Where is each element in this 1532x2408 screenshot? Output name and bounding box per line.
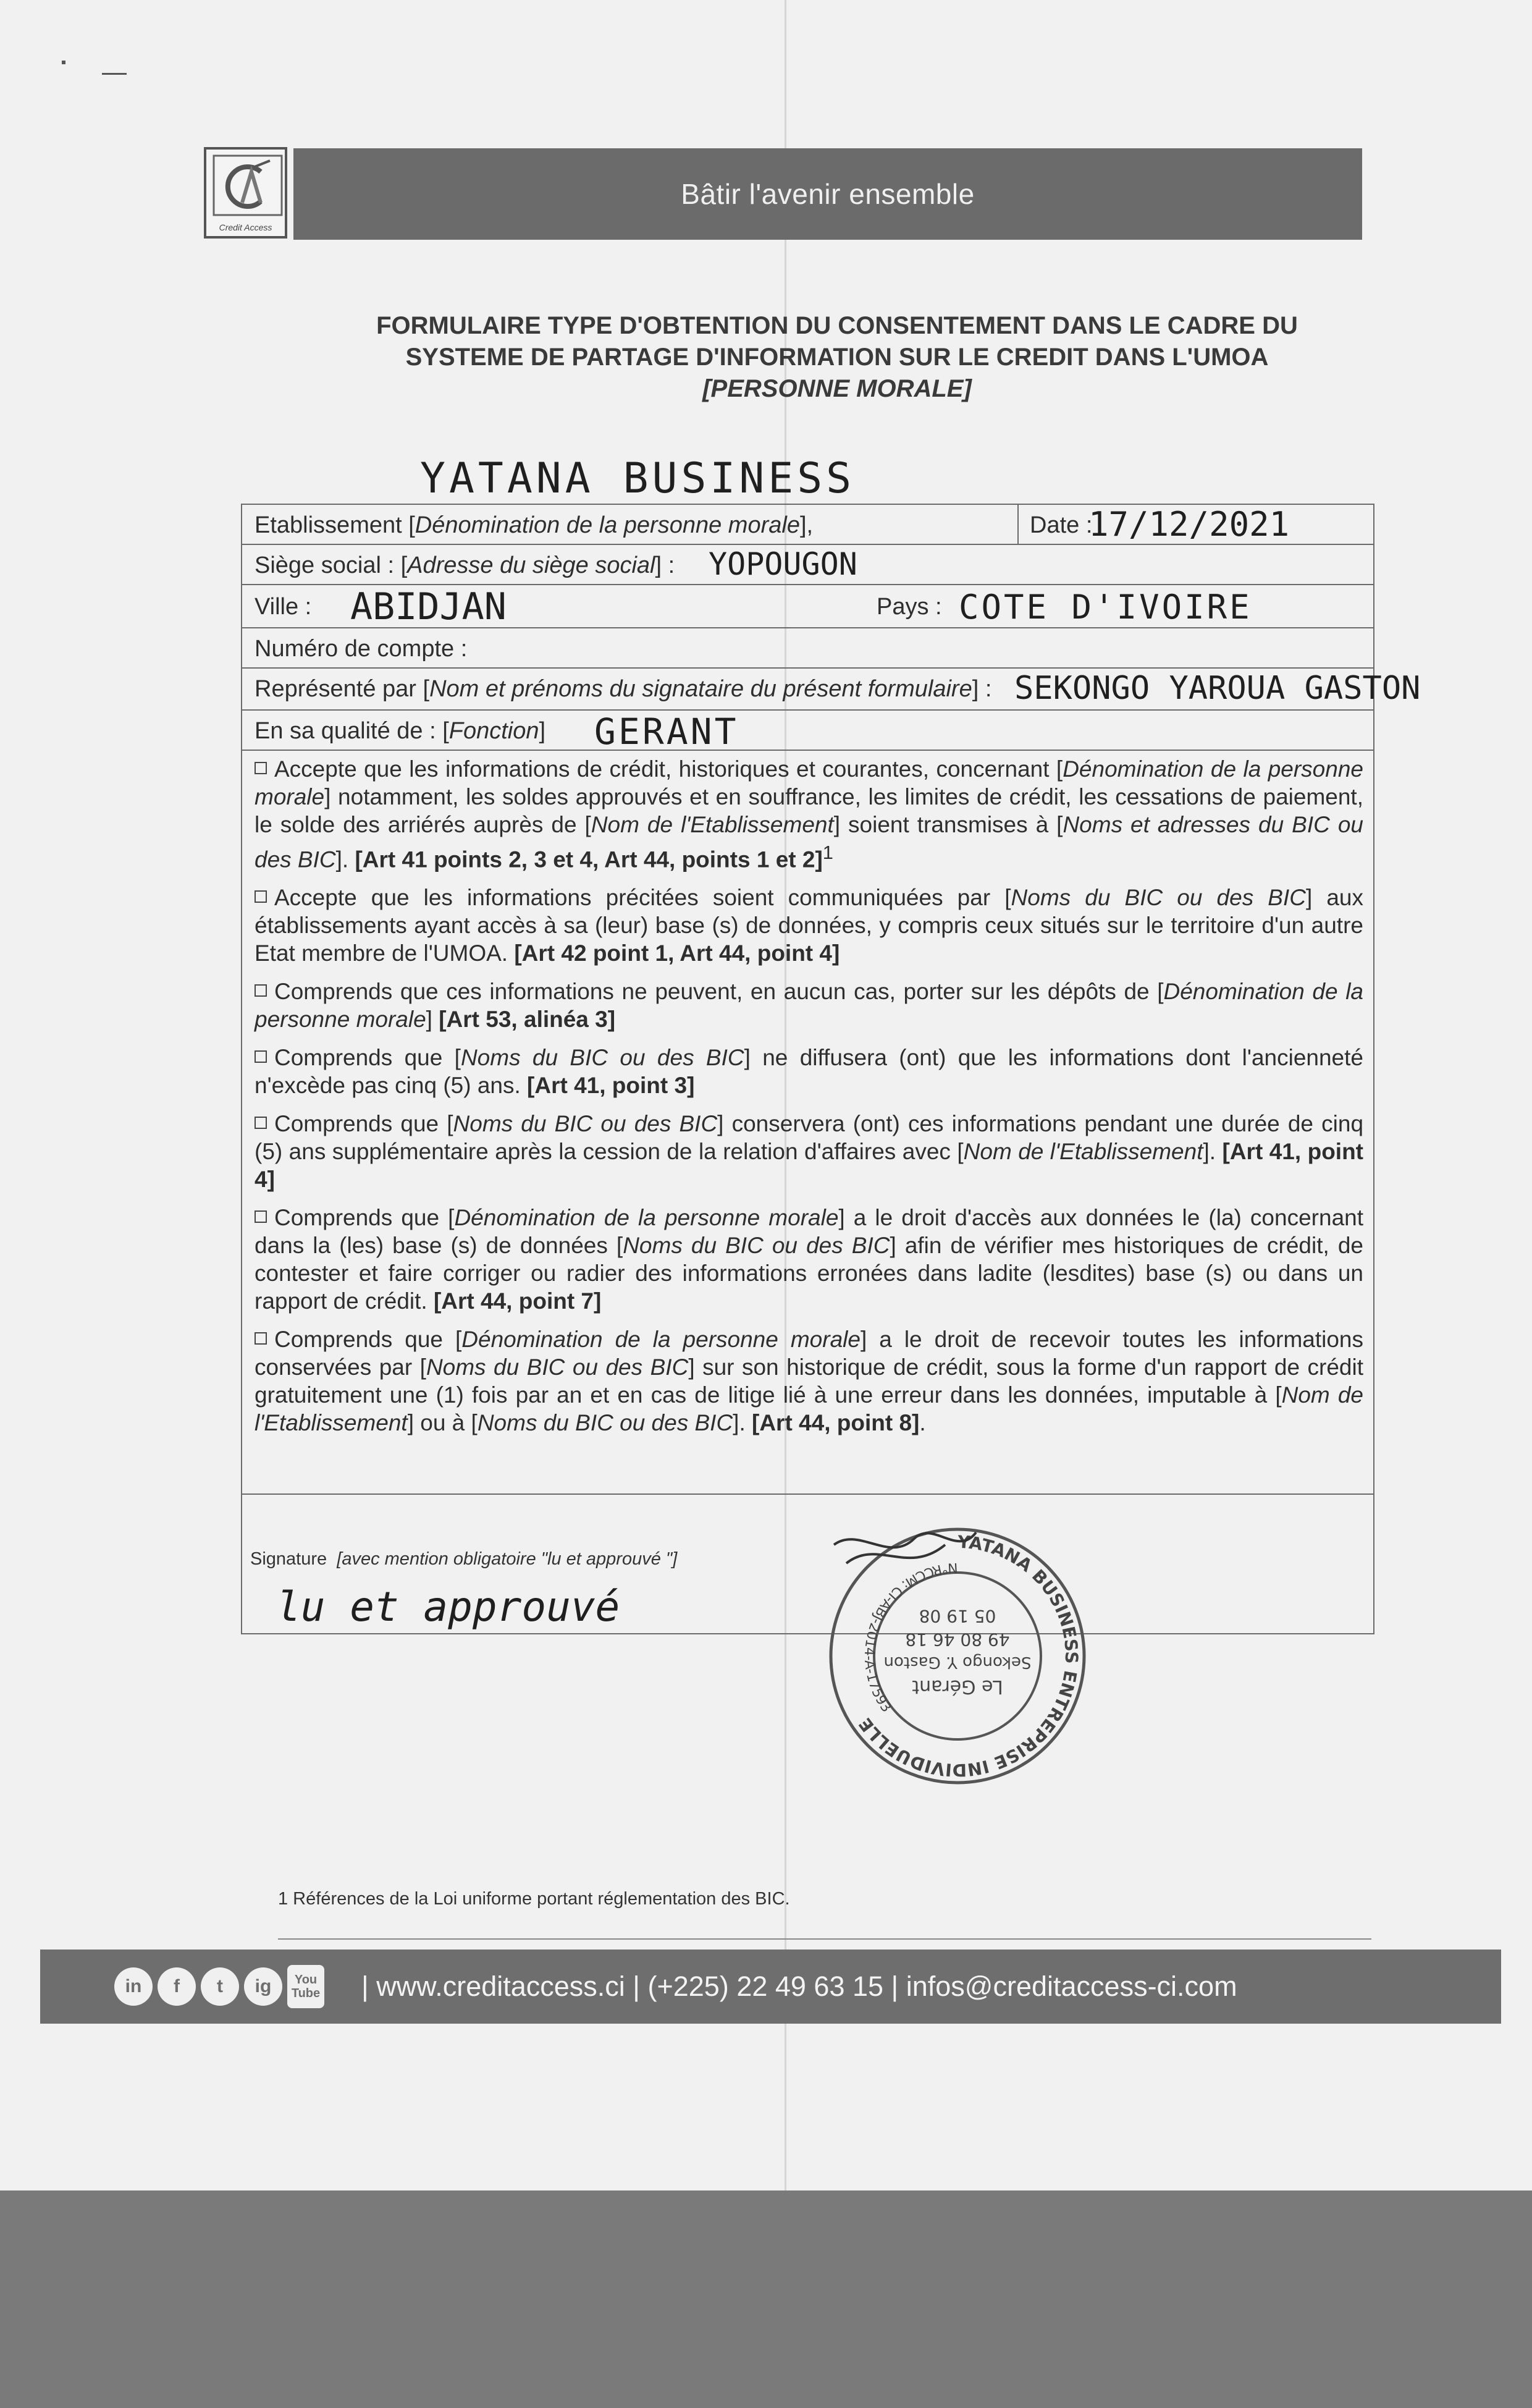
- handwritten-representative: SEKONGO YAROUA GASTON: [1014, 670, 1421, 707]
- siege-label: Siège social : [Adresse du siège social] :: [255, 552, 675, 578]
- handwritten-function: GERANT: [594, 711, 739, 753]
- handwritten-date: 17/12/2021: [1088, 505, 1290, 544]
- stamp-line-4: 05 19 08: [919, 1606, 996, 1626]
- row-compte: [242, 628, 1373, 669]
- instagram-icon[interactable]: ig: [244, 1967, 282, 2006]
- stamp-line-3: 49 80 46 18: [905, 1629, 1010, 1650]
- document-title: [290, 310, 1384, 405]
- checkbox[interactable]: [255, 984, 267, 997]
- footer-contact: | www.creditaccess.ci | (+225) 22 49 63 15 | infos@creditaccess-ci.com: [361, 1971, 1237, 2002]
- title-line-2: SYSTEME DE PARTAGE D'INFORMATION SUR LE CREDIT DANS L'UMOA: [405, 344, 1269, 371]
- logo-text: Credit Access: [219, 222, 272, 232]
- twitter-icon[interactable]: t: [201, 1967, 239, 2006]
- header-bar: [293, 148, 1362, 240]
- compte-label: Numéro de compte :: [255, 636, 468, 662]
- etablissement-label: Etablissement [Dénomination de la personne morale],: [255, 512, 814, 538]
- facebook-icon[interactable]: f: [158, 1967, 196, 2006]
- stamp-rccm-text: N°RCCM: CI-ABJ-2014-A-17593: [861, 1559, 959, 1716]
- footnote: 1 Références de la Loi uniforme portant réglementation des BIC.: [278, 1889, 790, 1909]
- clause-7: Comprends que [Dénomination de la personne morale] a le droit de recevoir toutes les informations conservées par [Noms du BIC ou des BIC] sur son historique de crédit, sous la forme d'un rapport de crédit gratuitement une (1) fois par an et en cas de litige lié à une erreur dans les données, imputable à [Nom de l'Etablissement] ou à [Noms du BIC ou des BIC]. [Art 44, point 8].: [255, 1327, 1363, 1436]
- stamp-line-1: Le Gérant: [912, 1676, 1003, 1697]
- youtube-icon[interactable]: You Tube: [287, 1965, 324, 2008]
- checkbox[interactable]: [255, 1117, 267, 1129]
- date-label: Date :: [1030, 512, 1093, 538]
- handwritten-mention: lu et approuvé: [276, 1583, 620, 1631]
- checkbox[interactable]: [255, 1332, 267, 1345]
- handwritten-company: YATANA BUSINESS: [420, 454, 856, 503]
- checkbox[interactable]: [255, 1050, 267, 1063]
- clause-1: Accepte que les informations de crédit, historiques et courantes, concernant [Dénomination de la personne morale] notamment, les soldes approuvés et en souffrance, les limites de crédit, les cessations de paiement, le solde des arriérés auprès de [Nom de l'Etablissement] soient transmises à [Noms et adresses du BIC ou des BIC]. [Art 41 points 2, 3 et 4, Art 44, points 1 et 2]$^1$: [255, 756, 1363, 872]
- speck: [102, 73, 127, 75]
- signature-scribble: [834, 1532, 976, 1563]
- stamp-outer-text: YATANA BUSINESS ENTREPRISE INDIVIDUELLE: [854, 1531, 1082, 1781]
- clause-2: Accepte que les informations précitées soient communiquées par [Noms du BIC ou des BIC] aux établissements ayant accès à sa (leur) base (s) de données, y compris ceux situés sur le territoire d'un autre Etat membre de l'UMOA. [Art 42 point 1, Art 44, point 4]: [255, 885, 1363, 966]
- consent-clauses: [255, 755, 1363, 1447]
- slogan: Bâtir l'avenir ensemble: [681, 178, 975, 210]
- date-divider: [1017, 505, 1019, 544]
- row-qualite: [242, 711, 1373, 751]
- footnote-rule: [278, 1938, 1371, 1940]
- clause-3: Comprends que ces informations ne peuvent, en aucun cas, porter sur les dépôts de [Dénomination de la personne morale] [Art 53, alinéa 3]: [255, 979, 1363, 1033]
- handwritten-country: COTE D'IVOIRE: [959, 588, 1252, 627]
- checkbox[interactable]: [255, 1210, 267, 1223]
- company-stamp: [822, 1520, 1093, 1792]
- qualite-label: En sa qualité de : [Fonction]: [255, 718, 546, 744]
- credit-access-logo: [204, 147, 287, 239]
- checkbox[interactable]: [255, 762, 267, 774]
- clause-6: Comprends que [Dénomination de la personne morale] a le droit d'accès aux données le (la) concernant dans la (les) base (s) de données [Noms du BIC ou des BIC] afin de vérifier mes historiques de crédit, de contester et faire corriger ou radier des informations erronées dans ladite (lesdites) base (s) ou dans un rapport de crédit. [Art 44, point 7]: [255, 1205, 1363, 1314]
- social-icons: [114, 1965, 324, 2008]
- signature-label: Signature [avec mention obligatoire "lu et approuvé "]: [250, 1549, 678, 1569]
- linkedin-icon[interactable]: in: [114, 1967, 153, 2006]
- title-line-1: FORMULAIRE TYPE D'OBTENTION DU CONSENTEMENT DANS LE CADRE DU: [376, 312, 1298, 339]
- consent-form: [241, 504, 1421, 1634]
- clause-5: Comprends que [Noms du BIC ou des BIC] conservera (ont) ces informations pendant une durée de cinq (5) ans supplémentaire après la cession de la relation d'affaires avec [Nom de l'Etablissement]. [Art 41, point 4]: [255, 1111, 1364, 1193]
- row-etablissement: [242, 505, 1373, 545]
- row-representant: [242, 669, 1421, 711]
- ville-label: Ville :: [255, 594, 312, 620]
- stamp-line-2: Sekongo Y. Gaston: [883, 1653, 1032, 1671]
- footer-bar: [40, 1950, 1501, 2024]
- speck: [62, 61, 65, 64]
- row-ville-pays: [242, 585, 1373, 628]
- title-line-3: [PERSONNE MORALE]: [702, 375, 972, 402]
- logo-icon: [211, 153, 284, 221]
- handwritten-city: ABIDJAN: [350, 585, 507, 628]
- handwritten-address: YOPOUGON: [709, 546, 857, 582]
- pays-label: Pays :: [877, 594, 942, 620]
- clause-4: Comprends que [Noms du BIC ou des BIC] ne diffusera (ont) que les informations dont l'ancienneté n'excède pas cinq (5) ans. [Art 41, point 3]: [255, 1045, 1363, 1099]
- row-siege: [242, 545, 1373, 585]
- signature-divider: [242, 1493, 1373, 1495]
- checkbox[interactable]: [255, 890, 267, 903]
- representant-label: Représenté par [Nom et prénoms du signataire du présent formulaire] :: [255, 676, 992, 702]
